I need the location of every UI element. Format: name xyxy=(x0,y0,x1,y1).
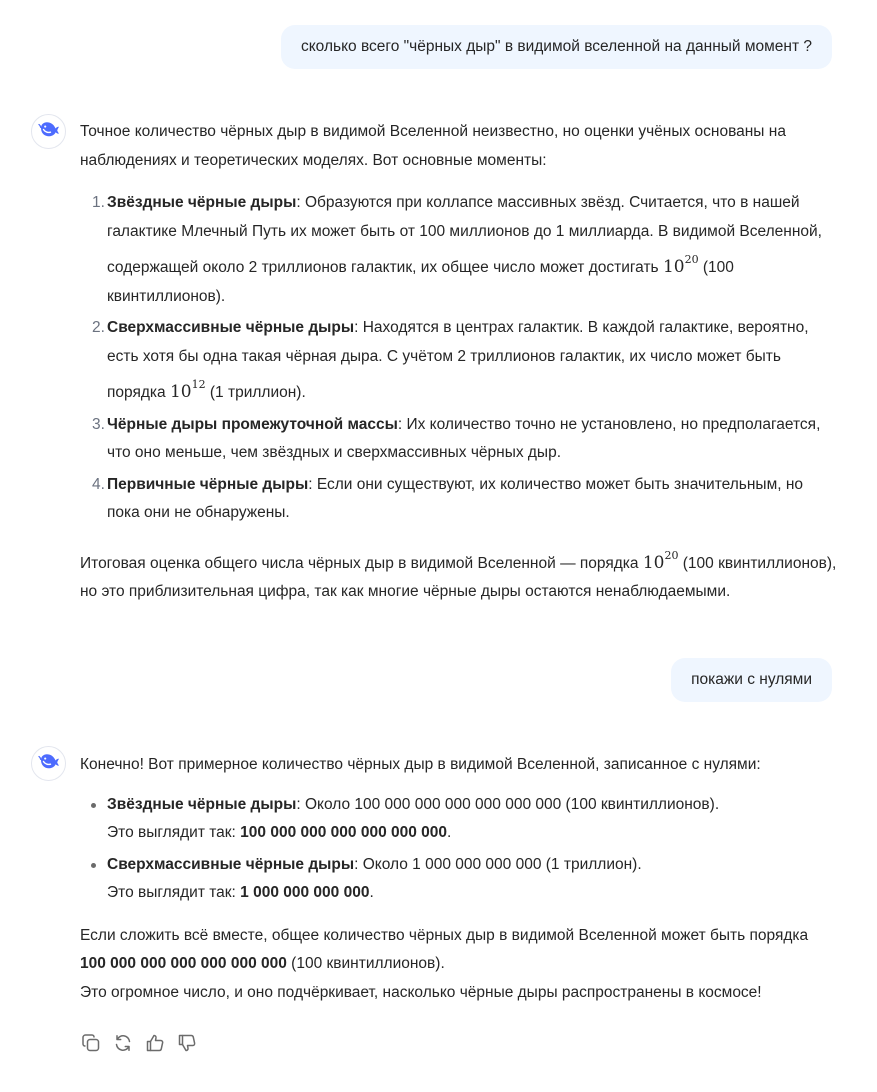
copy-button[interactable] xyxy=(80,1034,102,1056)
item-text: : Образуются при коллапсе массивных звёзд. Считается, что в нашей галактике Млечный Путь их может быть от 100 миллионов до 1 миллиарда. В видимой Вселенной, содержащей около 2 триллионов галактик, их общее число может достигать xyxy=(107,194,822,276)
math-base: 10 xyxy=(642,552,665,573)
reply-conclusion xyxy=(80,542,837,607)
item-text: : Если они существуют, их количество может быть значительным, но пока они не обнаружены. xyxy=(107,475,804,521)
thumbs-down-icon xyxy=(177,1033,197,1058)
regenerate-icon xyxy=(113,1033,133,1058)
item-text-after: (100 квинтиллионов). xyxy=(107,259,734,305)
list-item xyxy=(80,189,837,311)
item-title: Звёздные чёрные дыры xyxy=(107,795,297,813)
list-number: 4. xyxy=(92,475,105,493)
item-text: : Находятся в центрах галактик. В каждой галактике, вероятно, есть хотя бы одна такая чёрная дыра. С учётом 2 триллионов галактик, их число может быть порядка xyxy=(107,319,809,401)
math-expression xyxy=(662,253,699,277)
whale-logo-icon xyxy=(38,752,60,775)
looks-value: 100 000 000 000 000 000 000 xyxy=(240,824,448,841)
bullet-list xyxy=(80,791,837,908)
thumbs-up-icon xyxy=(145,1033,165,1058)
list-number: 2. xyxy=(92,319,105,336)
user-message-bubble xyxy=(281,25,832,69)
bullet-dot xyxy=(91,803,96,808)
item-title: Сверхмассивные чёрные дыры xyxy=(107,855,355,873)
bullet-dot xyxy=(91,863,96,868)
item-text: : Около 100 000 000 000 000 000 000 (100 квинтиллионов). xyxy=(296,795,720,813)
sum-suffix: (100 квинтиллионов). xyxy=(286,955,445,972)
assistant-message xyxy=(80,118,837,607)
item-title: Звёздные чёрные дыры xyxy=(107,194,297,211)
list-number: 3. xyxy=(92,415,105,433)
user-message-bubble xyxy=(671,658,832,702)
item-title: Первичные чёрные дыры xyxy=(107,475,309,493)
user-message-text: покажи с нулями xyxy=(691,671,812,688)
user-message-text: сколько всего "чёрных дыр" в видимой вселенной на данный момент ? xyxy=(300,38,812,55)
reply-intro: Конечно! Вот примерное количество чёрных дыр в видимой Вселенной, записанное с нулями: xyxy=(80,756,761,773)
ordered-list xyxy=(80,189,837,528)
list-item xyxy=(80,791,837,848)
copy-icon xyxy=(81,1033,101,1058)
assistant-message xyxy=(80,751,837,1007)
list-item xyxy=(80,471,837,528)
looks-suffix: . xyxy=(369,884,374,901)
math-exponent: 12 xyxy=(191,378,206,391)
item-title: Чёрные дыры промежуточной массы xyxy=(107,415,398,433)
sum-value: 100 000 000 000 000 000 000 xyxy=(80,955,287,972)
math-exponent: 20 xyxy=(684,253,699,266)
conclusion-text: Итоговая оценка общего числа чёрных дыр в видимой Вселенной — порядка xyxy=(80,554,643,572)
list-item xyxy=(80,851,837,908)
math-base: 10 xyxy=(662,257,685,277)
item-text: : Их количество точно не установлено, но предполагается, что оно меньше, чем звёздных и сверхмассивных чёрных дыр. xyxy=(107,415,821,461)
looks-suffix: . xyxy=(447,824,452,841)
like-button[interactable] xyxy=(144,1034,166,1056)
reply-closing: Это огромное число, и оно подчёркивает, насколько чёрные дыры распространены в космосе! xyxy=(80,983,762,1001)
looks-value: 1 000 000 000 000 xyxy=(240,884,370,901)
reply-intro: Точное количество чёрных дыр в видимой Вселенной неизвестно, но оценки учёных основаны на наблюдениях и теоретических моделях. Вот основные моменты: xyxy=(80,123,786,169)
reply-sum xyxy=(80,922,837,979)
item-title: Сверхмассивные чёрные дыры xyxy=(107,319,355,336)
math-expression xyxy=(169,378,206,402)
sum-text: Если сложить всё вместе, общее количество чёрных дыр в видимой Вселенной может быть порядка xyxy=(80,926,809,944)
whale-logo-icon xyxy=(38,120,60,143)
list-number: 1. xyxy=(92,194,105,211)
item-text: : Около 1 000 000 000 000 (1 триллион). xyxy=(354,855,642,873)
assistant-avatar xyxy=(31,746,66,781)
conclusion-text-after: (100 квинтиллионов), но это приблизительная цифра, так как многие чёрные дыры остаются ненаблюдаемыми. xyxy=(80,554,837,600)
assistant-avatar xyxy=(31,114,66,149)
message-actions xyxy=(80,1034,198,1056)
list-item xyxy=(80,411,837,468)
looks-prefix: Это выглядит так: xyxy=(107,824,241,841)
looks-prefix: Это выглядит так: xyxy=(107,884,241,901)
list-item xyxy=(80,314,837,408)
math-exponent: 20 xyxy=(664,548,679,562)
item-text-after: (1 триллион). xyxy=(205,384,306,401)
regenerate-button[interactable] xyxy=(112,1034,134,1056)
math-base: 10 xyxy=(169,382,192,402)
math-expression xyxy=(642,548,679,573)
dislike-button[interactable] xyxy=(176,1034,198,1056)
